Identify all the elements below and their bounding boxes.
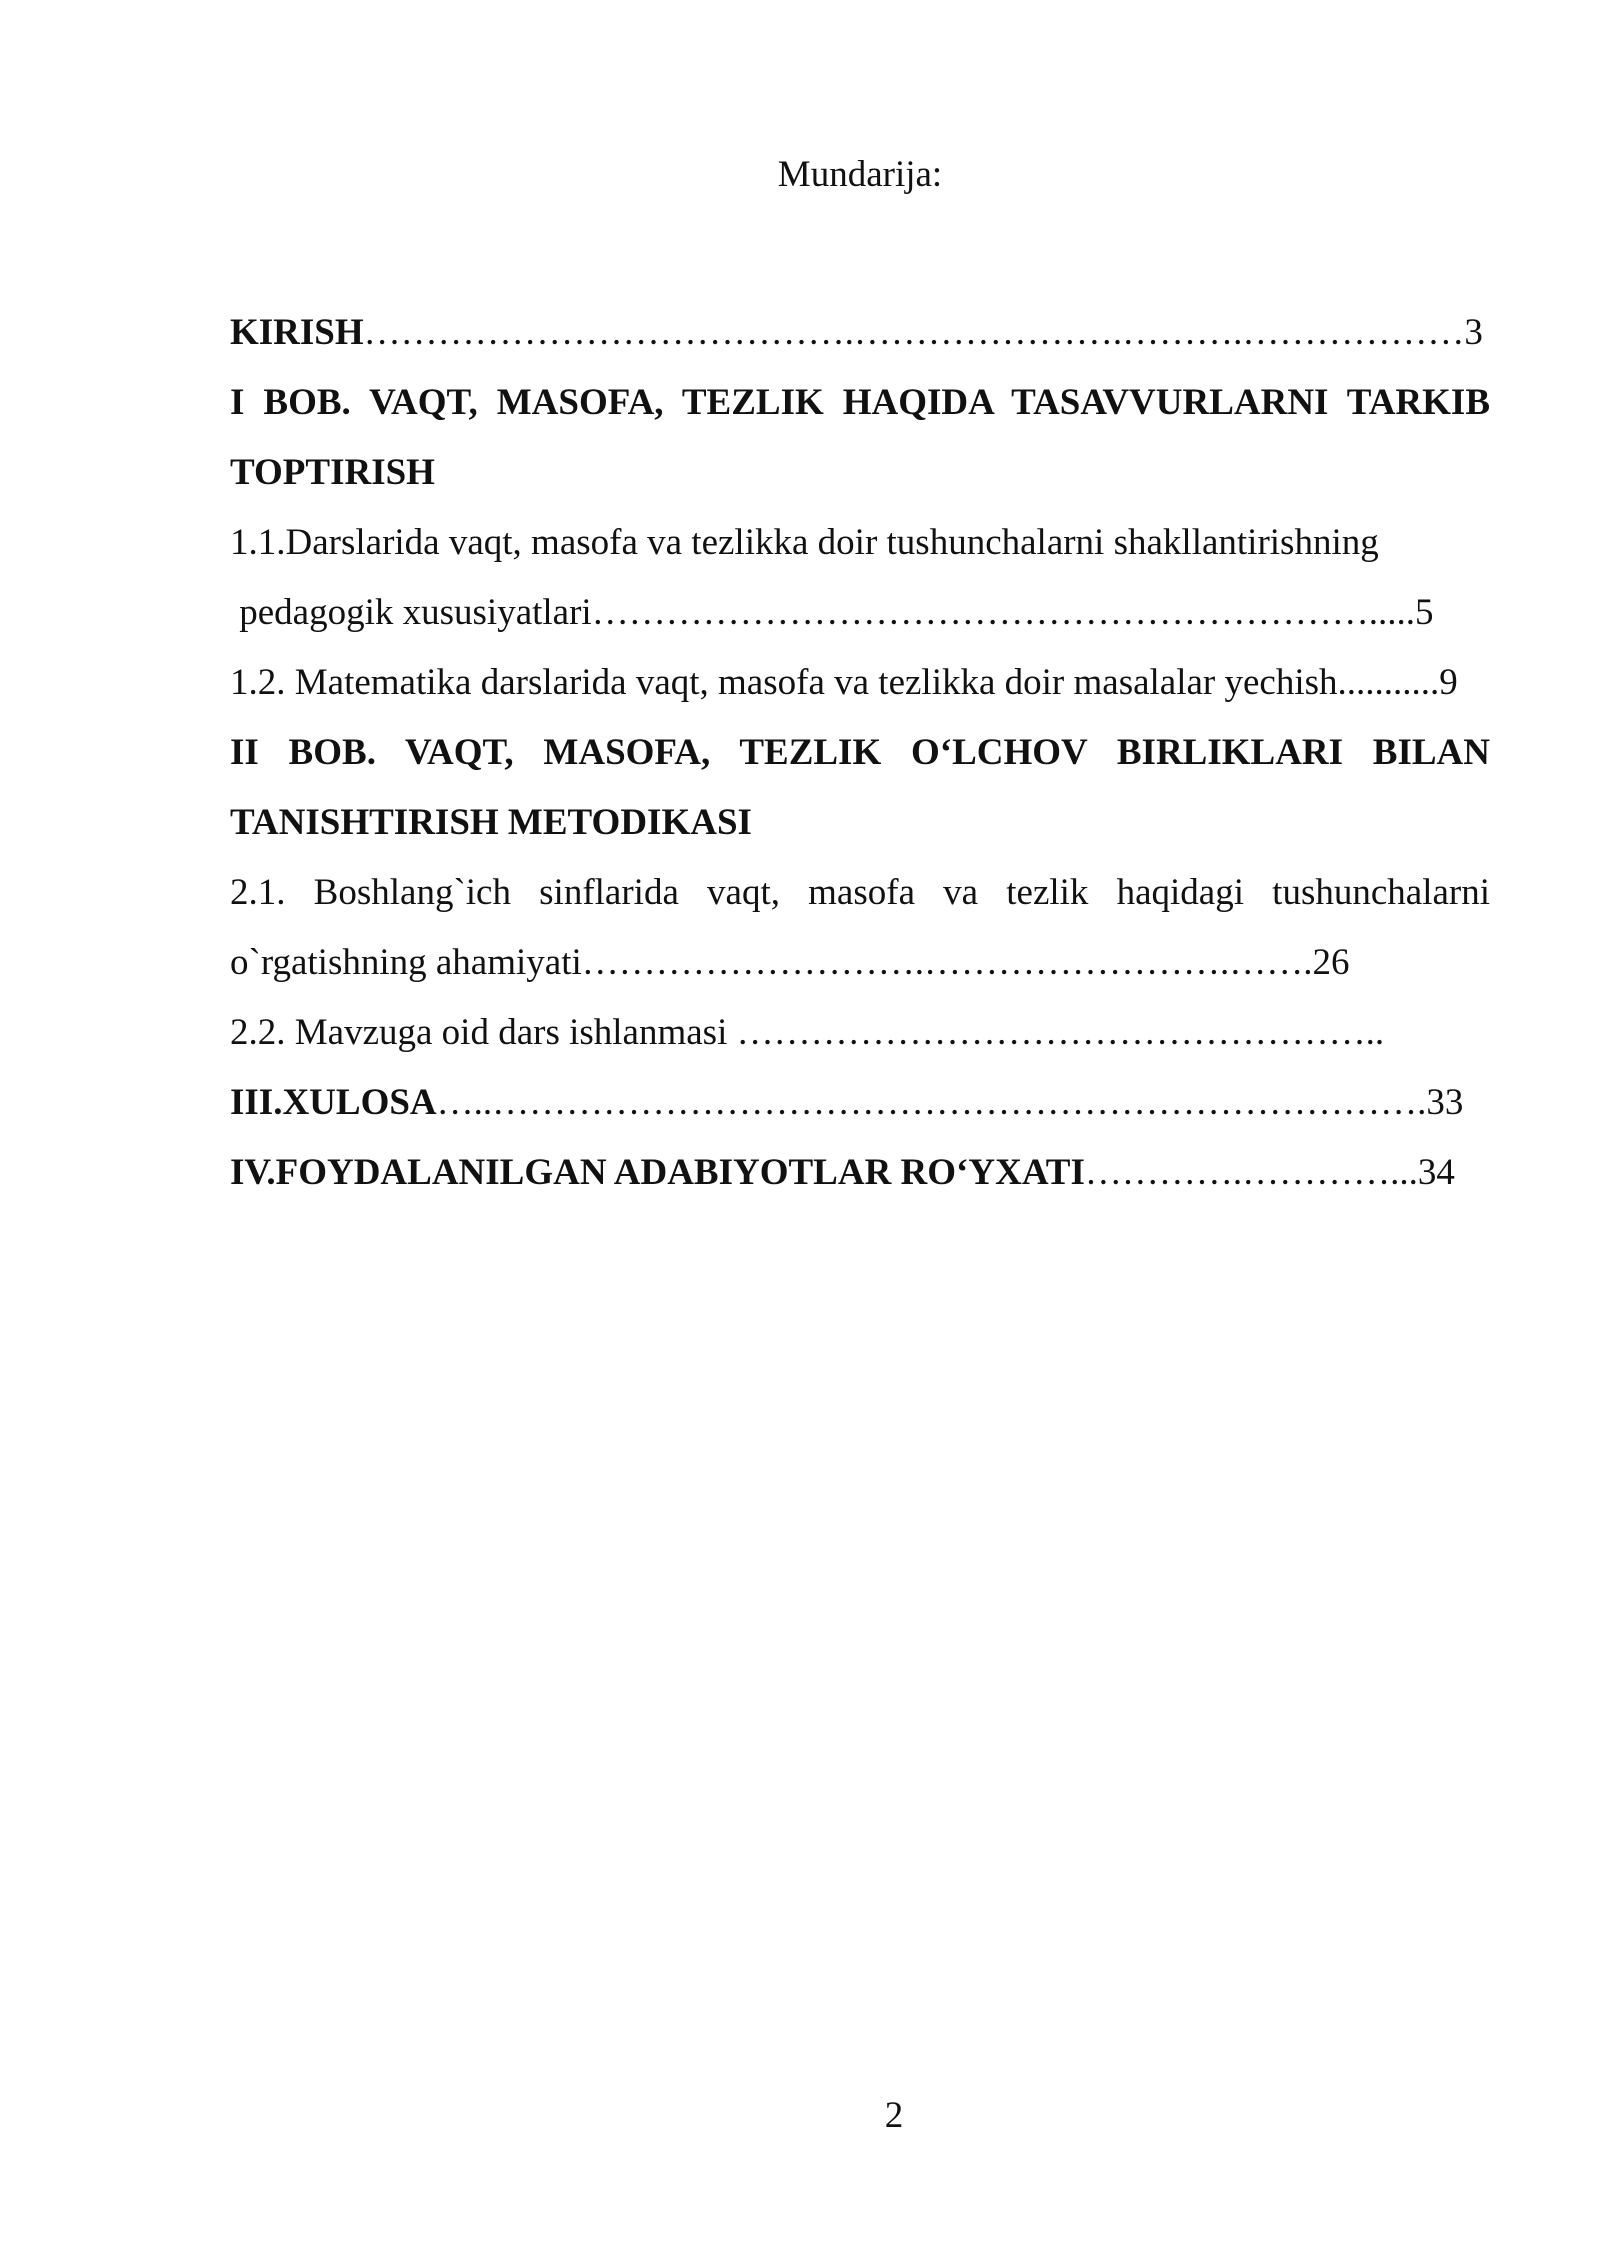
toc-chapter-2-line-2: TANISHTIRISH METODIKASI bbox=[230, 802, 752, 843]
toc-entry-xulosa-label: III.XULOSA bbox=[230, 1082, 437, 1123]
toc-entry-xulosa-leader: …..………………………………………………………………….33 bbox=[436, 1082, 1464, 1123]
toc-chapter-2-line-1: II BOB. VAQT, MASOFA, TEZLIK O‘LCHOV BIRLIKLARI BILAN bbox=[230, 732, 1490, 773]
toc-chapter-1-line-1: I BOB. VAQT, MASOFA, TEZLIK HAQIDA TASAVVURLARNI TARKIB bbox=[230, 382, 1490, 423]
toc-entry-xulosa bbox=[230, 1068, 1490, 1138]
toc-section-2-1-line-1 bbox=[230, 858, 1490, 928]
toc-section-2-1-title: Boshlang`ich sinflarida vaqt, masofa va tezlik haqidagi tushunchalarni bbox=[313, 872, 1490, 913]
page-number: 2 bbox=[884, 2095, 904, 2136]
toc-entry-kirish-label: KIRISH bbox=[230, 312, 364, 353]
toc-section-2-1-number: 2.1. bbox=[230, 872, 286, 913]
toc-entry-adabiyotlar-leader: ………….…………...34 bbox=[1084, 1152, 1455, 1193]
toc-entry-adabiyotlar-label: IV.FOYDALANILGAN ADABIYOTLAR RO‘YXATI bbox=[230, 1152, 1085, 1193]
table-of-contents bbox=[230, 298, 1490, 1208]
toc-section-1-1-line-1: 1.1.Darslarida vaqt, masofa va tezlikka doir tushunchalarni shakllantirishning bbox=[230, 522, 1379, 563]
toc-entry-kirish-leader: ………………………………….………………….……….………………3 bbox=[363, 312, 1483, 353]
toc-section-2-2: 2.2. Mavzuga oid dars ishlanmasi …………………………………………….. bbox=[230, 1012, 1385, 1053]
toc-section-1-1-line-2: pedagogik xususiyatlari……………………………………………………….....5 bbox=[230, 592, 1434, 633]
toc-entry-adabiyotlar bbox=[230, 1138, 1490, 1208]
toc-section-1-2: 1.2. Matematika darslarida vaqt, masofa va tezlikka doir masalalar yechish...........9 bbox=[230, 662, 1458, 703]
toc-chapter-1-line-2: TOPTIRISH bbox=[230, 452, 435, 493]
toc-entry-kirish bbox=[230, 298, 1490, 368]
toc-title: Mundarija: bbox=[777, 154, 943, 195]
toc-section-2-1-line-2: o`rgatishning ahamiyati……………………….…………………….…….26 bbox=[230, 942, 1350, 983]
